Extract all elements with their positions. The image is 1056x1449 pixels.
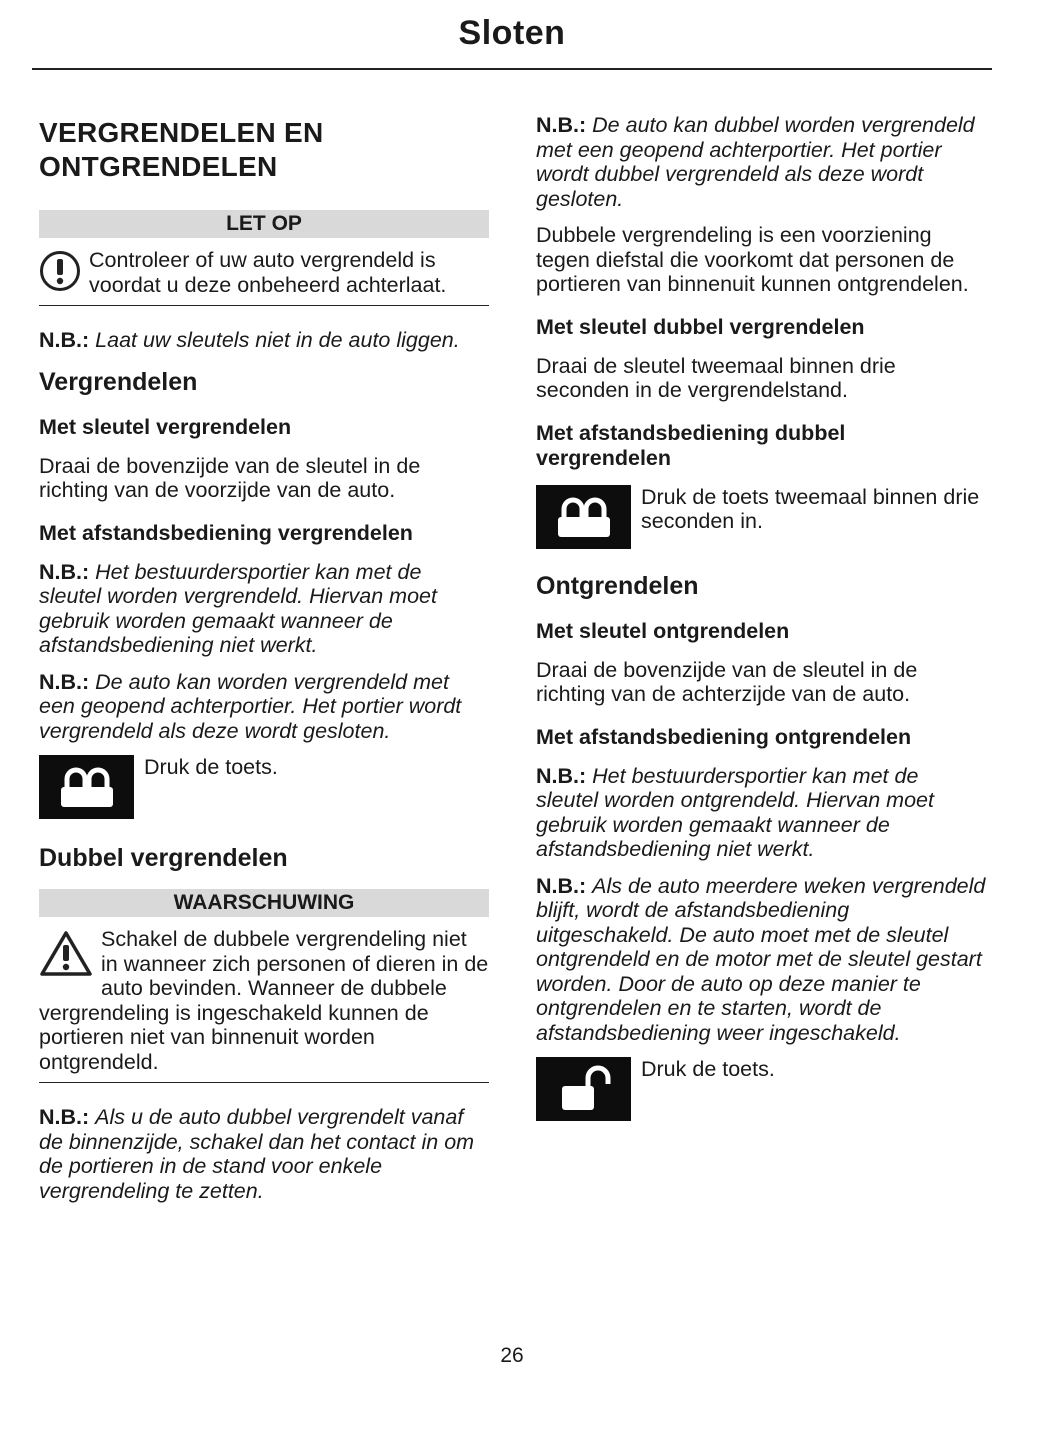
paragraph: Draai de bovenzijde van de sleutel in de richting van de voorzijde van de auto. bbox=[39, 453, 421, 502]
lock-key-icon bbox=[536, 485, 631, 549]
press-unlock-text: Druk de toets. bbox=[641, 1057, 775, 1081]
heading-sleutel-dubbel: Met sleutel dubbel vergrendelen bbox=[536, 314, 865, 339]
unlock-key-icon bbox=[536, 1057, 631, 1121]
note: N.B.: Het bestuurdersportier kan met de sleutel worden ontgrendeld. Hiervan moet gebruik worden gemaakt wanneer de afstandsbediening niet werkt. bbox=[536, 763, 934, 861]
note: N.B.: De auto kan worden vergrendeld met een geopend achterportier. Het portier wordt vergrendeld als deze wordt gesloten. bbox=[39, 669, 462, 743]
heading-afstand-dubbel: Met afstandsbediening dubbel vergrendelen bbox=[536, 420, 846, 470]
warning-banner: WAARSCHUWING bbox=[39, 889, 489, 917]
note: N.B.: Als u de auto dubbel vergrendelt vanaf de binnenzijde, schakel dan het contact in om de portieren in de stand voor enkele vergrendeling te zetten. bbox=[39, 1105, 475, 1203]
right-column bbox=[536, 113, 986, 1139]
caution-icon bbox=[39, 250, 81, 297]
double-lock-key-row bbox=[536, 485, 986, 549]
heading-vergrendelen: Vergrendelen bbox=[39, 367, 198, 396]
heading-ontgrendelen: Ontgrendelen bbox=[536, 571, 699, 600]
caution-notice bbox=[39, 248, 489, 306]
note: N.B.: De auto kan dubbel worden vergrendeld met een geopend achterportier. Het portier wordt dubbel vergrendeld als deze wordt gesloten. bbox=[536, 113, 975, 211]
heading-afstand-vergrendelen: Met afstandsbediening vergrendelen bbox=[39, 520, 413, 545]
paragraph: Draai de sleutel tweemaal binnen drie seconden in de vergrendelstand. bbox=[536, 353, 896, 402]
unlock-key-row bbox=[536, 1057, 986, 1121]
page-title: Sloten bbox=[458, 14, 566, 52]
warning-icon bbox=[39, 929, 93, 982]
heading-dubbel: Dubbel vergrendelen bbox=[39, 844, 288, 872]
warning-text: Schakel de dubbele vergrendeling niet in wanneer zich personen of dieren in de auto bevinden. Wanneer de dubbele vergrendeling is ingeschakeld kunnen de portieren niet van binnenuit worden ontgrendeld. bbox=[39, 927, 489, 1074]
lock-key-row bbox=[39, 755, 489, 819]
lock-key-icon bbox=[39, 755, 134, 819]
warning-notice bbox=[39, 927, 489, 1083]
caution-text: Controleer of uw auto vergrendeld is voordat u deze onbeheerd achterlaat. bbox=[89, 248, 447, 297]
page-number: 26 bbox=[500, 1344, 524, 1367]
section-title: VERGRENDELEN EN ONTGRENDELEN bbox=[39, 117, 324, 182]
note: N.B.: Als de auto meerdere weken vergrendeld blijft, wordt de afstandsbediening uitgeschakeld. De auto moet met de sleutel ontgrendeld en de motor met de sleutel gestart worden. Door de auto op deze manier te ontgrendelen en te starten, wordt de afstandsbediening weer ingeschakeld. bbox=[536, 873, 986, 1045]
note: N.B.: Laat uw sleutels niet in de auto liggen. bbox=[39, 328, 460, 352]
paragraph: Dubbele vergrendeling is een voorziening tegen diefstal die voorkomt dat personen de portieren van binnenuit kunnen ontgrendelen. bbox=[536, 223, 969, 296]
heading-sleutel-ontgrendelen: Met sleutel ontgrendelen bbox=[536, 618, 790, 643]
left-column bbox=[39, 112, 489, 1215]
note: N.B.: Het bestuurdersportier kan met de sleutel worden vergrendeld. Hiervan moet gebruik worden gemaakt wanneer de afstandsbediening niet werkt. bbox=[39, 559, 437, 657]
press-lock-text: Druk de toets. bbox=[144, 755, 278, 779]
paragraph: Draai de bovenzijde van de sleutel in de richting van de achterzijde van de auto. bbox=[536, 657, 918, 706]
heading-afstand-ontgrendelen: Met afstandsbediening ontgrendelen bbox=[536, 724, 912, 749]
press-double-text: Druk de toets tweemaal binnen drie seconden in. bbox=[641, 484, 980, 533]
title-divider bbox=[32, 68, 992, 70]
heading-sleutel-vergrendelen: Met sleutel vergrendelen bbox=[39, 414, 292, 439]
caution-banner: LET OP bbox=[39, 210, 489, 238]
